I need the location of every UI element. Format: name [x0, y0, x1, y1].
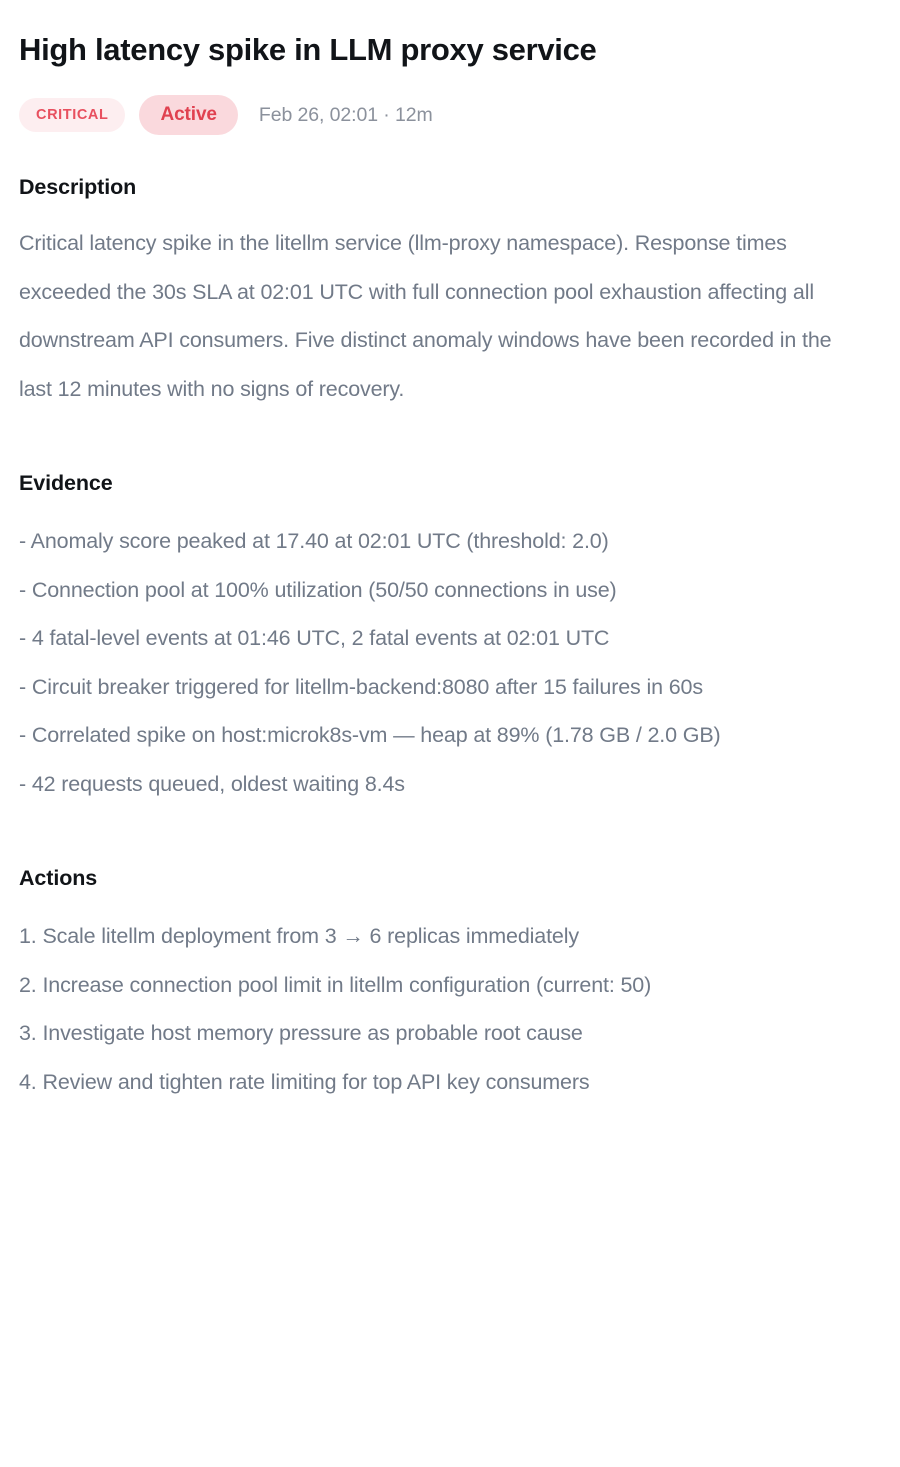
severity-badge: CRITICAL — [19, 98, 125, 132]
description-heading: Description — [19, 175, 137, 199]
list-item: - Circuit breaker triggered for litellm-backend:8080 after 15 failures in 60s — [19, 674, 703, 699]
incident-timestamp: Feb 26, 02:01 · 12m — [258, 104, 433, 126]
evidence-list — [19, 517, 881, 808]
list-item: 2. Increase connection pool limit in litellm configuration (current: 50) — [19, 972, 652, 997]
list-item: - Anomaly score peaked at 17.40 at 02:01 UTC (threshold: 2.0) — [19, 529, 609, 553]
actions-list — [19, 912, 881, 1106]
description-section — [19, 173, 881, 413]
page-title: High latency spike in LLM proxy service — [19, 32, 597, 67]
list-item: - Connection pool at 100% utilization (50/50 connections in use) — [19, 577, 617, 602]
list-item: - 42 requests queued, oldest waiting 8.4s — [19, 771, 405, 796]
incident-meta-row — [19, 97, 881, 133]
description-text: Critical latency spike in the litellm service (llm-proxy namespace). Response times exceeded the 30s SLA at 02:01 UTC with full connection pool exhaustion affecting all downstream API consumers. Five distinct anomaly windows have been recorded in the last 12 minutes with no signs of recovery. — [19, 231, 832, 401]
evidence-section — [19, 469, 881, 808]
evidence-heading: Evidence — [19, 471, 113, 495]
list-item: 1. Scale litellm deployment from 3 → 6 replicas immediately — [19, 924, 579, 948]
actions-section — [19, 864, 881, 1106]
list-item: 3. Investigate host memory pressure as probable root cause — [19, 1021, 583, 1045]
description-body — [19, 219, 864, 413]
list-item: - 4 fatal-level events at 01:46 UTC, 2 fatal events at 02:01 UTC — [19, 626, 610, 650]
status-badge: Active — [139, 95, 237, 135]
list-item: - Correlated spike on host:microk8s-vm — heap at 89% (1.78 GB / 2.0 GB) — [19, 723, 721, 747]
actions-heading: Actions — [19, 866, 98, 890]
list-item: 4. Review and tighten rate limiting for top API key consumers — [19, 1069, 590, 1094]
